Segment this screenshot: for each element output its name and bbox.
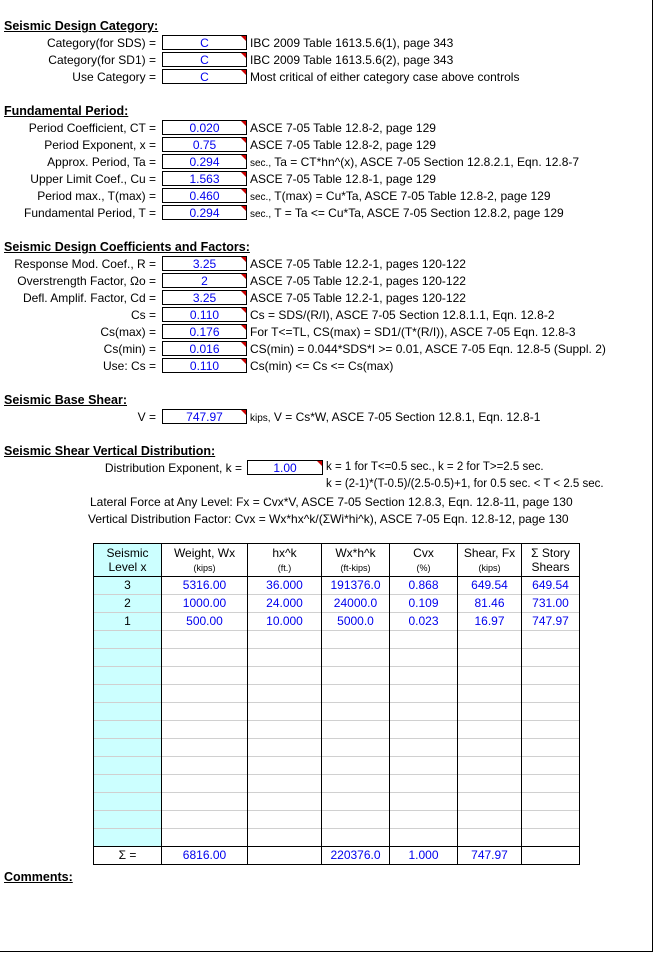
row-unit: sec.,: [250, 158, 272, 169]
comment-marker-icon: [241, 274, 246, 279]
header-line1: Wx*h^k: [335, 545, 376, 560]
table-cell[interactable]: [94, 739, 162, 757]
comment-marker-icon: [241, 342, 246, 347]
row-note: [250, 206, 564, 220]
table-cell[interactable]: 3: [94, 577, 162, 595]
table-cell[interactable]: 5316.00: [162, 577, 248, 595]
table-cell[interactable]: [390, 703, 458, 721]
row-note: [250, 36, 453, 50]
row-label: Period max., T(max) =: [37, 189, 156, 203]
table-cell[interactable]: [390, 649, 458, 667]
table-cell[interactable]: [248, 775, 322, 793]
table-cell[interactable]: [458, 811, 522, 829]
row-label: Overstrength Factor, Ωo =: [17, 274, 156, 288]
row-label: Use Category =: [72, 70, 156, 84]
table-cell[interactable]: 24.000: [248, 595, 322, 613]
column-header: [248, 544, 322, 577]
table-cell[interactable]: [94, 793, 162, 811]
row-label: Fundamental Period, T =: [24, 206, 156, 220]
table-cell[interactable]: [322, 739, 390, 757]
table-cell[interactable]: [162, 649, 248, 667]
row-note-text: T = Ta <= Cu*Ta, ASCE 7-05 Section 12.8.2, page 129: [274, 206, 564, 220]
table-cell[interactable]: [522, 829, 580, 847]
table-row: [94, 613, 580, 631]
table-cell[interactable]: [390, 775, 458, 793]
table-cell[interactable]: [162, 667, 248, 685]
table-cell[interactable]: 16.97: [458, 613, 522, 631]
table-cell[interactable]: [522, 757, 580, 775]
table-cell[interactable]: [458, 703, 522, 721]
table-cell[interactable]: [248, 703, 322, 721]
row-label: Approx. Period, Ta =: [47, 155, 156, 169]
table-cell[interactable]: [248, 685, 322, 703]
cell-value: 0.294: [189, 155, 220, 169]
header-unit: (ft-kips): [340, 562, 371, 573]
table-cell[interactable]: 2: [94, 595, 162, 613]
table-cell[interactable]: [94, 811, 162, 829]
table-cell[interactable]: [522, 631, 580, 649]
table-row-empty: [94, 649, 580, 667]
table-cell[interactable]: 649.54: [458, 577, 522, 595]
row-label: Use: Cs =: [102, 359, 156, 373]
base-shear-unit: kips,: [250, 413, 271, 424]
table-cell[interactable]: 649.54: [522, 577, 580, 595]
table-cell[interactable]: [94, 685, 162, 703]
column-header: [322, 544, 390, 577]
table-cell[interactable]: [162, 757, 248, 775]
base-shear-value: 747.97: [186, 410, 223, 424]
table-cell[interactable]: [522, 685, 580, 703]
cell-value: 0.110: [189, 359, 220, 373]
table-cell[interactable]: [322, 703, 390, 721]
row-note: [250, 138, 436, 152]
table-row: [94, 595, 580, 613]
table-cell[interactable]: 81.46: [458, 595, 522, 613]
table-cell[interactable]: [390, 685, 458, 703]
table-cell[interactable]: [522, 649, 580, 667]
table-cell[interactable]: [322, 757, 390, 775]
table-cell[interactable]: [390, 721, 458, 739]
table-cell[interactable]: [458, 739, 522, 757]
row-label: Period Coefficient, CT =: [28, 121, 156, 135]
table-cell[interactable]: 10.000: [248, 613, 322, 631]
row-note-text: ASCE 7-05 Table 12.2-1, pages 120-122: [250, 274, 466, 288]
table-cell[interactable]: [94, 631, 162, 649]
cell-value: 2: [201, 274, 208, 288]
table-cell[interactable]: [458, 721, 522, 739]
k-value: 1.00: [273, 461, 297, 475]
table-cell[interactable]: [322, 775, 390, 793]
header-line1: Shear, Fx: [463, 545, 516, 560]
table-cell[interactable]: [248, 721, 322, 739]
header-line1: Cvx: [413, 545, 434, 560]
value-cell[interactable]: [162, 154, 247, 169]
table-cell[interactable]: [248, 631, 322, 649]
table-row-empty: [94, 631, 580, 649]
header-unit: (kips): [478, 562, 501, 573]
table-cell[interactable]: [522, 703, 580, 721]
row-note-text: ASCE 7-05 Table 12.8-1, page 129: [250, 172, 436, 186]
base-shear-note: [250, 410, 540, 424]
table-cell[interactable]: [248, 739, 322, 757]
value-cell[interactable]: [162, 69, 247, 84]
value-cell[interactable]: [162, 324, 247, 339]
table-cell[interactable]: [390, 739, 458, 757]
cell-value: 0.020: [189, 121, 220, 135]
row-note-text: For T<=TL, CS(max) = SD1/(T*(R/I)), ASCE 7-05 Eqn. 12.8-3: [250, 325, 576, 339]
comment-marker-icon: [241, 308, 246, 313]
table-cell[interactable]: [248, 811, 322, 829]
row-note-text: ASCE 7-05 Table 12.8-2, page 129: [250, 138, 436, 152]
section-title-vertical-distribution: Seismic Shear Vertical Distribution:: [4, 444, 216, 458]
value-cell[interactable]: [162, 256, 247, 271]
row-note: [250, 308, 555, 322]
table-cell[interactable]: [162, 631, 248, 649]
table-cell[interactable]: [162, 721, 248, 739]
sum-cell: 1.000: [390, 847, 458, 865]
table-cell[interactable]: [94, 829, 162, 847]
value-cell[interactable]: [162, 120, 247, 135]
table-cell[interactable]: 24000.0: [322, 595, 390, 613]
table-row-empty: [94, 703, 580, 721]
table-cell[interactable]: [390, 811, 458, 829]
comment-marker-icon: [241, 138, 246, 143]
value-cell[interactable]: [162, 35, 247, 50]
table-row-empty: [94, 775, 580, 793]
table-cell[interactable]: [522, 667, 580, 685]
comment-marker-icon: [241, 257, 246, 262]
comment-marker-icon: [241, 189, 246, 194]
table-cell[interactable]: 0.023: [390, 613, 458, 631]
vertical-factor-note: Vertical Distribution Factor: Cvx = Wx*hx^k/(ΣWi*hi^k), ASCE 7-05 Eqn. 12.8-12, page 130: [88, 512, 569, 526]
header-line1: Σ Story: [531, 546, 570, 560]
table-cell[interactable]: [458, 667, 522, 685]
table-cell[interactable]: [458, 829, 522, 847]
comment-marker-icon: [241, 206, 246, 211]
table-cell[interactable]: [322, 721, 390, 739]
cell-value: 0.016: [189, 342, 220, 356]
table-cell[interactable]: [162, 685, 248, 703]
table-cell[interactable]: [390, 631, 458, 649]
table-cell[interactable]: [522, 721, 580, 739]
row-note: [250, 155, 579, 169]
table-cell[interactable]: [322, 631, 390, 649]
table-cell[interactable]: [390, 793, 458, 811]
cell-value: C: [200, 36, 209, 50]
row-note: [250, 70, 519, 84]
row-unit: sec.,: [250, 209, 272, 220]
table-cell[interactable]: [162, 739, 248, 757]
value-cell[interactable]: [162, 52, 247, 67]
table-cell[interactable]: [94, 667, 162, 685]
comment-marker-icon: [241, 53, 246, 58]
row-note: [250, 121, 436, 135]
comment-marker-icon: [241, 359, 246, 364]
row-note: [250, 291, 466, 305]
row-note-text: CS(min) = 0.044*SDS*I >= 0.01, ASCE 7-05 Eqn. 12.8-5 (Suppl. 2): [250, 342, 606, 356]
k-label: Distribution Exponent, k =: [104, 461, 242, 475]
table-cell[interactable]: [248, 649, 322, 667]
header-line2: Shears: [531, 560, 570, 574]
column-header: [94, 544, 162, 577]
table-cell[interactable]: [322, 829, 390, 847]
section-title-base-shear: Seismic Base Shear:: [4, 393, 127, 407]
table-cell[interactable]: 5000.0: [322, 613, 390, 631]
comment-marker-icon: [241, 291, 246, 296]
row-label: Period Exponent, x =: [44, 138, 156, 152]
row-note-text: ASCE 7-05 Table 12.2-1, pages 120-122: [250, 257, 466, 271]
table-row-empty: [94, 811, 580, 829]
row-label: Category(for SDS) =: [46, 36, 156, 50]
column-header: [162, 544, 248, 577]
table-cell[interactable]: 36.000: [248, 577, 322, 595]
table-cell[interactable]: 500.00: [162, 613, 248, 631]
table-cell[interactable]: 191376.0: [322, 577, 390, 595]
table-cell[interactable]: [322, 685, 390, 703]
base-shear-cell[interactable]: [162, 409, 247, 424]
table-cell[interactable]: [522, 775, 580, 793]
cell-value: 0.75: [192, 138, 217, 152]
table-cell[interactable]: [522, 739, 580, 757]
cell-value: C: [200, 70, 209, 84]
sum-cell: [248, 847, 322, 865]
header-unit: (ft.): [277, 562, 292, 573]
table-cell[interactable]: [162, 703, 248, 721]
row-label: Defl. Amplif. Factor, Cd =: [22, 291, 156, 305]
k-cell[interactable]: [247, 460, 323, 475]
table-cell[interactable]: 731.00: [522, 595, 580, 613]
table-row-empty: [94, 739, 580, 757]
table-row-empty: [94, 829, 580, 847]
value-cell[interactable]: [162, 341, 247, 356]
table-cell[interactable]: [94, 649, 162, 667]
row-note-text: Ta = CT*hn^(x), ASCE 7-05 Section 12.8.2.1, Eqn. 12.8-7: [274, 155, 580, 169]
header-unit: (%): [416, 562, 431, 573]
table-cell[interactable]: [390, 667, 458, 685]
row-label: Cs(max) =: [100, 325, 156, 339]
row-note-text: IBC 2009 Table 1613.5.6(1), page 343: [250, 36, 454, 50]
table-cell[interactable]: 747.97: [522, 613, 580, 631]
row-label: Cs =: [130, 308, 156, 322]
value-cell[interactable]: [162, 307, 247, 322]
table-row-empty: [94, 721, 580, 739]
table-cell[interactable]: [94, 721, 162, 739]
table-cell[interactable]: [322, 667, 390, 685]
row-note: [250, 172, 436, 186]
row-label: Category(for SD1) =: [48, 53, 156, 67]
table-cell[interactable]: [162, 829, 248, 847]
base-shear-formula: V = Cs*W, ASCE 7-05 Section 12.8.1, Eqn. 12.8-1: [273, 410, 541, 424]
row-note: [250, 257, 466, 271]
table-sum-row: [94, 847, 580, 865]
table-cell[interactable]: [458, 649, 522, 667]
row-note: [250, 189, 551, 203]
table-cell[interactable]: [458, 631, 522, 649]
table-row-empty: [94, 757, 580, 775]
row-note-text: Cs = SDS/(R/I), ASCE 7-05 Section 12.8.1.1, Eqn. 12.8-2: [250, 308, 555, 322]
comment-marker-icon: [241, 325, 246, 330]
value-cell[interactable]: [162, 171, 247, 186]
sum-cell: 747.97: [458, 847, 522, 865]
cell-value: 3.25: [192, 291, 217, 305]
section-title-fundamental-period: Fundamental Period:: [4, 104, 129, 118]
k-note-1: k = 1 for T<=0.5 sec., k = 2 for T>=2.5 sec.: [326, 461, 544, 473]
lateral-force-note: Lateral Force at Any Level: Fx = Cvx*V, ASCE 7-05 Section 12.8.3, Eqn. 12.8-11, page 130: [90, 495, 573, 509]
sum-cell: 220376.0: [322, 847, 390, 865]
header-unit: (kips): [193, 562, 216, 573]
value-cell[interactable]: [162, 205, 247, 220]
row-note-text: Cs(min) <= Cs <= Cs(max): [250, 359, 394, 373]
table-cell[interactable]: 0.868: [390, 577, 458, 595]
table-row: [94, 577, 580, 595]
table-cell[interactable]: [458, 685, 522, 703]
value-cell[interactable]: [162, 188, 247, 203]
table-cell[interactable]: [248, 829, 322, 847]
row-note-text: ASCE 7-05 Table 12.2-1, pages 120-122: [250, 291, 466, 305]
table-cell[interactable]: [94, 703, 162, 721]
cell-value: 1.563: [189, 172, 220, 186]
table-row-empty: [94, 685, 580, 703]
cell-value: C: [200, 53, 209, 67]
table-cell[interactable]: [522, 811, 580, 829]
column-header: [522, 544, 580, 577]
comment-marker-icon: [241, 70, 246, 75]
table-cell[interactable]: [322, 793, 390, 811]
table-cell[interactable]: [162, 775, 248, 793]
table-cell[interactable]: 1000.00: [162, 595, 248, 613]
comment-marker-icon: [317, 461, 322, 466]
table-cell[interactable]: [94, 757, 162, 775]
cell-value: 3.25: [192, 257, 217, 271]
row-note: [250, 53, 453, 67]
header-line1: hx^k: [272, 545, 297, 560]
sum-cell: 6816.00: [162, 847, 248, 865]
sum-cell: [522, 847, 580, 865]
row-label: Upper Limit Coef., Cu =: [30, 172, 156, 186]
row-note: [250, 274, 466, 288]
table-cell[interactable]: [390, 757, 458, 775]
row-note-text: ASCE 7-05 Table 12.8-2, page 129: [250, 121, 436, 135]
value-cell[interactable]: [162, 290, 247, 305]
row-label: Cs(min) =: [103, 342, 156, 356]
table-cell[interactable]: [162, 793, 248, 811]
row-note: [250, 359, 393, 373]
section-title-comments: Comments:: [4, 870, 73, 884]
comment-marker-icon: [241, 155, 246, 160]
table-cell[interactable]: 1: [94, 613, 162, 631]
table-row-empty: [94, 793, 580, 811]
comment-marker-icon: [241, 36, 246, 41]
value-cell[interactable]: [162, 137, 247, 152]
table-cell[interactable]: [458, 793, 522, 811]
comment-marker-icon: [241, 172, 246, 177]
column-header: [458, 544, 522, 577]
table-cell[interactable]: [162, 811, 248, 829]
table-cell[interactable]: [248, 793, 322, 811]
distribution-table: [93, 543, 580, 865]
value-cell[interactable]: [162, 358, 247, 373]
row-note-text: Most critical of either category case above controls: [250, 70, 520, 84]
table-cell[interactable]: [390, 829, 458, 847]
row-label: Response Mod. Coef., R =: [14, 257, 156, 271]
row-note-text: T(max) = Cu*Ta, ASCE 7-05 Table 12.8-2, page 129: [274, 189, 551, 203]
cell-value: 0.460: [189, 189, 220, 203]
table-cell[interactable]: 0.109: [390, 595, 458, 613]
column-header: [390, 544, 458, 577]
table-row-empty: [94, 667, 580, 685]
table-cell[interactable]: [458, 775, 522, 793]
table-cell[interactable]: [248, 757, 322, 775]
header-line1: Weight, Wx: [173, 545, 236, 560]
comment-marker-icon: [241, 121, 246, 126]
header-line2: Level x: [108, 560, 147, 574]
table-cell[interactable]: [322, 811, 390, 829]
value-cell[interactable]: [162, 273, 247, 288]
table-cell[interactable]: [94, 775, 162, 793]
k-note-2: k = (2-1)*(T-0.5)/(2.5-0.5)+1, for 0.5 sec. < T < 2.5 sec.: [326, 478, 604, 490]
table-cell[interactable]: [522, 793, 580, 811]
row-note: [250, 325, 576, 339]
table-header-row: [94, 544, 580, 577]
table-cell[interactable]: [458, 757, 522, 775]
section-title-coefficients: Seismic Design Coefficients and Factors:: [4, 240, 250, 254]
section-title-design-category: Seismic Design Category:: [4, 19, 159, 33]
table-cell[interactable]: [322, 649, 390, 667]
row-unit: sec.,: [250, 192, 272, 203]
cell-value: 0.176: [189, 325, 220, 339]
table-cell[interactable]: [248, 667, 322, 685]
comment-marker-icon: [241, 410, 246, 415]
row-note-text: IBC 2009 Table 1613.5.6(2), page 343: [250, 53, 454, 67]
row-note: [250, 342, 606, 356]
sum-cell: Σ =: [94, 847, 162, 865]
cell-value: 0.294: [189, 206, 220, 220]
header-line1: Seismic: [106, 546, 149, 560]
cell-value: 0.110: [189, 308, 220, 322]
base-shear-label: V =: [137, 410, 156, 424]
